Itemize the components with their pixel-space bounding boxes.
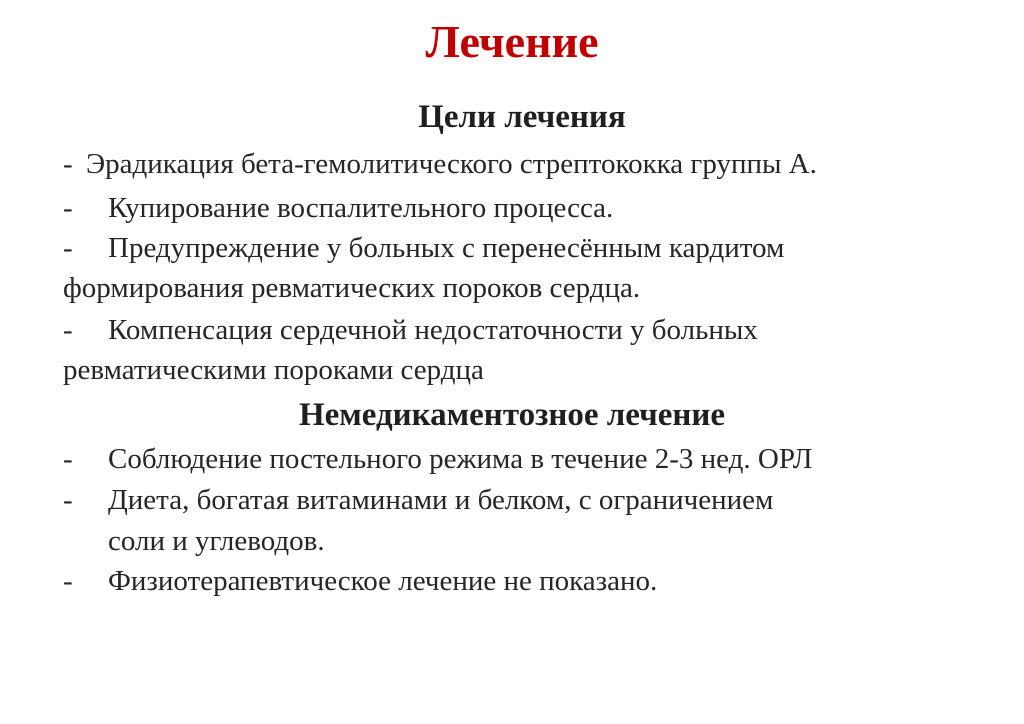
bullet-dash: - [63, 192, 73, 224]
bullet-dash: - [63, 148, 73, 180]
goals-item-4-text-line-1: Компенсация сердечной недостаточности у больных [108, 314, 758, 346]
goals-item-2-text: Купирование воспалительного процесса. [108, 192, 614, 224]
bullet-dash: - [63, 232, 73, 264]
goals-item-4-text-line-2: ревматическими пороками сердца [63, 354, 484, 386]
bullet-dash: - [63, 484, 73, 516]
goals-item-3-text-line-1: Предупреждение у больных с перенесённым кардитом [108, 232, 785, 264]
non-drug-item-3-text: Физиотерапевтическое лечение не показано. [108, 565, 658, 597]
goals-heading: Цели лечения [418, 99, 626, 135]
goals-item-3-text-line-2: формирования ревматических пороков сердца. [63, 272, 641, 304]
non-drug-item-1-text: Соблюдение постельного режима в течение 2-3 нед. ОРЛ [108, 443, 813, 475]
goals-item-1-text: Эрадикация бета-гемолитического стрептококка группы А. [86, 148, 817, 180]
bullet-dash: - [63, 565, 73, 597]
slide-title: Лечение [425, 16, 599, 67]
non-drug-item-2-text-line-1: Диета, богатая витаминами и белком, с ограничением [108, 484, 774, 516]
non-drug-item-2-text-line-2: соли и углеводов. [108, 525, 325, 557]
non-drug-heading: Немедикаментозное лечение [298, 397, 726, 433]
bullet-dash: - [63, 314, 73, 346]
bullet-dash: - [63, 443, 73, 475]
